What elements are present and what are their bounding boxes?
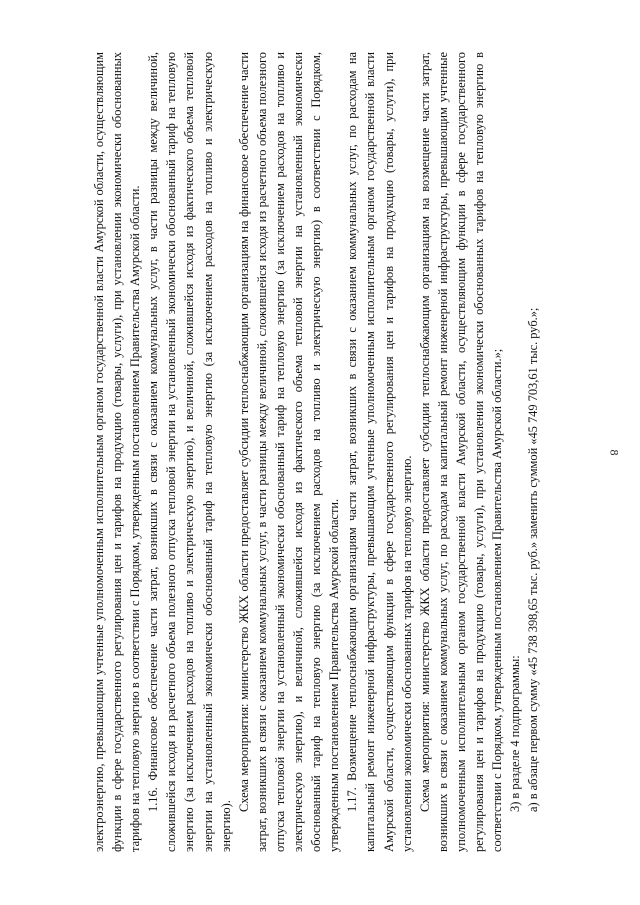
page-number: 8	[607, 449, 622, 456]
paragraph-amendment-a: а) в абзаце первом сумму «45 738 398,65 тыс. руб.» заменить суммой «45 749 703,61 тыс. руб.»;	[526, 307, 541, 812]
paragraph-section-4: 3) в разделе 4 подпрограммы:	[508, 655, 523, 812]
paragraph-scheme-1-16: Схема мероприятия: министерство ЖКХ области предоставляет субсидии теплоснабжающим организациям на финансовое обеспечение части затрат, возникших в связи с оказанием коммунальных услуг, в части разницы между величиной, сложившейся исходя из расчетного объема полезного отпуска тепловой энергии на установленный экономически обоснованный тариф на тепловую энергию (за исключением расходов на топливо и электрическую энергию), и величиной, сложившейся исходя из фактического объема тепловой энергии на установленный экономически обоснованный тариф на тепловую энергию (за исключением расходов на топливо и электрическую энергию) в соответствии с Порядком, утвержденным постановлением Правительства Амурской области.	[236, 52, 342, 852]
document-text	[90, 52, 550, 852]
paragraph-continuation: электроэнергию, превышающим учтенные уполномоченным исполнительным органом государственной власти Амурской области, осуществляющим функции в сфере государственного регулирования цен и тарифов на продукцию (товары, услуги), при установлении экономически обоснованных тарифов на тепловую энергию в соответствии с Порядком, утвержденным постановлением Правительства Амурской области.	[92, 52, 143, 852]
paragraph-1-16: 1.16. Финансовое обеспечение части затрат, возникших в связи с оказанием коммунальных услуг, в части разницы между величиной, сложившейся исходя из расчетного объема полезного отпуска тепловой энергии на установленный экономически обоснованный тариф на тепловую энергию (за исключением расходов на топливо и электрическую энергию), и величиной, сложившейся исходя из фактического объема тепловой энергии на установленный экономически обоснованный тариф на тепловую энергию (за исключением расходов на топливо и электрическую энергию).	[146, 52, 233, 852]
paragraph-1-17: 1.17. Возмещение теплоснабжающим организациям части затрат, возникших в связи с оказанием коммунальных услуг, по расходам на капитальный ремонт инженерной инфраструктуры, превышающим учтенные уполномоченным исполнительным органом государственной власти Амурской области, осуществляющим функции в сфере государственного регулирования цен и тарифов на продукцию (товары, услуги), при установлении экономически обоснованных тарифов на тепловую энергию.	[345, 52, 414, 852]
paragraph-scheme-1-17: Схема мероприятия: министерство ЖКХ области предоставляет субсидии теплоснабжающим организациям на возмещение части затрат, возникших в связи с оказанием коммунальных услуг, по расходам на капитальный ремонт инженерной инфраструктуры, превышающим учтенные уполномоченным исполнительным органом государственной власти Амурской области, осуществляющим функции в сфере государственного регулирования цен и тарифов на продукцию (товары, услуги), при установлении экономически обоснованных тарифов на тепловую энергию в соответствии с Порядком, утвержденным постановлением Правительства Амурской области.»;	[417, 52, 505, 852]
